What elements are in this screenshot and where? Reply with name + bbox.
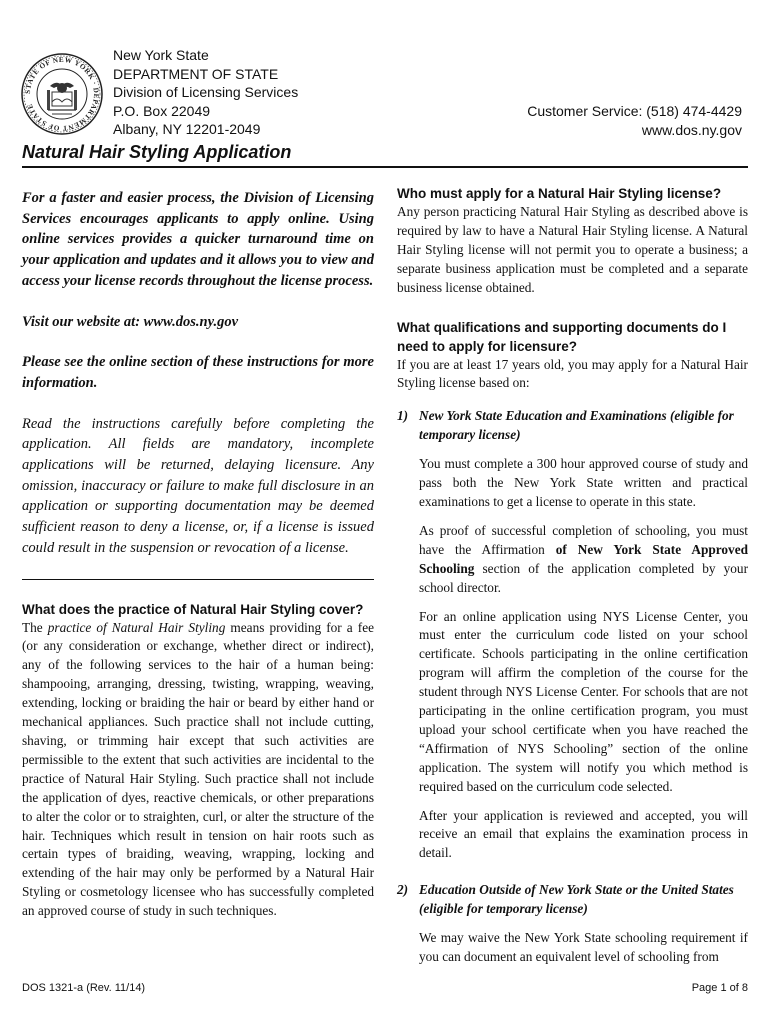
- website-link[interactable]: www.dos.ny.gov: [641, 121, 742, 138]
- agency-line: New York State: [113, 47, 209, 63]
- practice-heading: What does the practice of Natural Hair Styling cover?: [22, 601, 364, 617]
- practice-term: practice of Natural Hair Styling: [47, 619, 226, 635]
- page-number: Page 1 of 8: [691, 982, 748, 994]
- option-item-1: [397, 407, 748, 863]
- document-title: Natural Hair Styling Application: [22, 142, 292, 162]
- practice-paragraph: [22, 619, 374, 922]
- who-must-apply-heading: Who must apply for a Natural Hair Styling license?: [397, 186, 722, 201]
- left-column: [22, 188, 374, 921]
- item-number: 1): [397, 408, 409, 424]
- item-paragraph: You must complete a 300 hour approved course of study and pass both the New York State written and practical examinations to get a license to operate in this state.: [419, 456, 748, 509]
- title-divider: [22, 166, 748, 168]
- affirmation-section-name: of New York State Approved Schooling: [419, 541, 749, 576]
- practice-lead: The: [22, 619, 48, 635]
- see-online-text: Please see the online section of these instructions for more information.: [22, 354, 374, 391]
- right-column: [397, 184, 748, 967]
- intro-paragraph: For a faster and easier process, the Division of Licensing Services encourages applicants to apply online. Using online services provides a quicker turnaround time on your application and updates and it allows you to view and access your license records throughout the license process.: [22, 190, 374, 289]
- section-divider: [22, 579, 374, 580]
- affirmation-tail: section of the application completed by your school director.: [419, 560, 748, 595]
- affirmation-lead: As proof of successful completion of schooling, you must have the Affirmation: [419, 522, 748, 557]
- qualifications-body: If you are at least 17 years old, you may apply for a Natural Hair Styling license based on:: [397, 356, 748, 391]
- agency-address: [113, 46, 298, 139]
- contact-info: [527, 102, 742, 139]
- option-item-2: [397, 881, 748, 967]
- state-seal-logo: [20, 52, 104, 136]
- item-paragraph: For an online application using NYS License Center, you must enter the curriculum code listed on your school certificate. Schools participating in the online certification program will affirm the completion of the course for the student through NYS License Center. For schools that are not participating in the online certification program, you must upload your school certificate when you have reached the “Affirmation of NYS Schooling” section of the online application. The system will notify you which method is required based on the curriculum code selected.: [419, 608, 748, 794]
- seal-text: STATE OF NEW YORK · DEPARTMENT OF STATE: [23, 55, 101, 133]
- instructions-paragraph: Read the instructions carefully before completing the application. All fields are mandatory, incomplete applications will be returned, delaying licensure. Any omission, inaccuracy or failure to make full disclosure in an application or supporting documentation may be deemed sufficient reason to deny a license, or, if a license is issued could result in the suspension or revocation of a license.: [22, 415, 374, 556]
- practice-body: means providing for a fee (or any consideration or exchange, whether direct or indirect), any of the following services to the hair of a human being: shampooing, arranging, dressing, twisting, wrapping, weaving, extending, locking or braiding the hair or beard by either hand or mechanical appliances. Such practice shall not include cutting, shaving, or trimming hair except that such activities are permissible to the extent that such activities are incidental to the practice of Natural Hair Styling. Such practice shall not include the application of dyes, reactive chemicals, or other preparations to alter the color or to straighten, curl, or alter the structure of the hair. Techniques which result in tension on hair roots such as certain types of braiding, weaving, wrapping, locking and extending of the hair may only be performed by a Natural Hair Styling or cosmetology licensee who has successfully completed an approved course of study in such techniques.: [22, 619, 375, 919]
- item-heading: Education Outside of New York State or the United States (eligible for temporary license): [419, 882, 734, 917]
- visit-website-text: Visit our website at: www.dos.ny.gov: [22, 313, 239, 330]
- agency-line: Albany, NY 12201-2049: [113, 121, 261, 138]
- form-identifier: DOS 1321-a (Rev. 11/14): [22, 982, 146, 994]
- item-heading: New York State Education and Examinations (eligible for temporary license): [419, 408, 734, 443]
- svg-text:STATE OF NEW YORK · DEPARTMENT: [24, 56, 100, 132]
- qualifications-heading: What qualifications and supporting documents do I need to apply for licensure?: [397, 319, 727, 354]
- agency-line: Division of Licensing Services: [113, 84, 299, 101]
- agency-line: DEPARTMENT OF STATE: [113, 65, 279, 82]
- item-number: 2): [397, 882, 409, 898]
- customer-service-phone: Customer Service: (518) 474-4429: [527, 103, 742, 119]
- item-paragraph: [419, 522, 748, 598]
- agency-line: P.O. Box 22049: [113, 102, 211, 119]
- item-paragraph: After your application is reviewed and accepted, you will receive an email that explains the examination process in detail.: [419, 807, 748, 861]
- item-paragraph: We may waive the New York State schooling requirement if you can document an equivalent level of schooling from: [419, 930, 748, 964]
- who-must-apply-body: Any person practicing Natural Hair Styling as described above is required by law to have a Natural Hair Styling license. A Natural Hair Styling license will not permit you to operate a business; a separate business application must be completed and a separate business license obtained.: [397, 204, 748, 295]
